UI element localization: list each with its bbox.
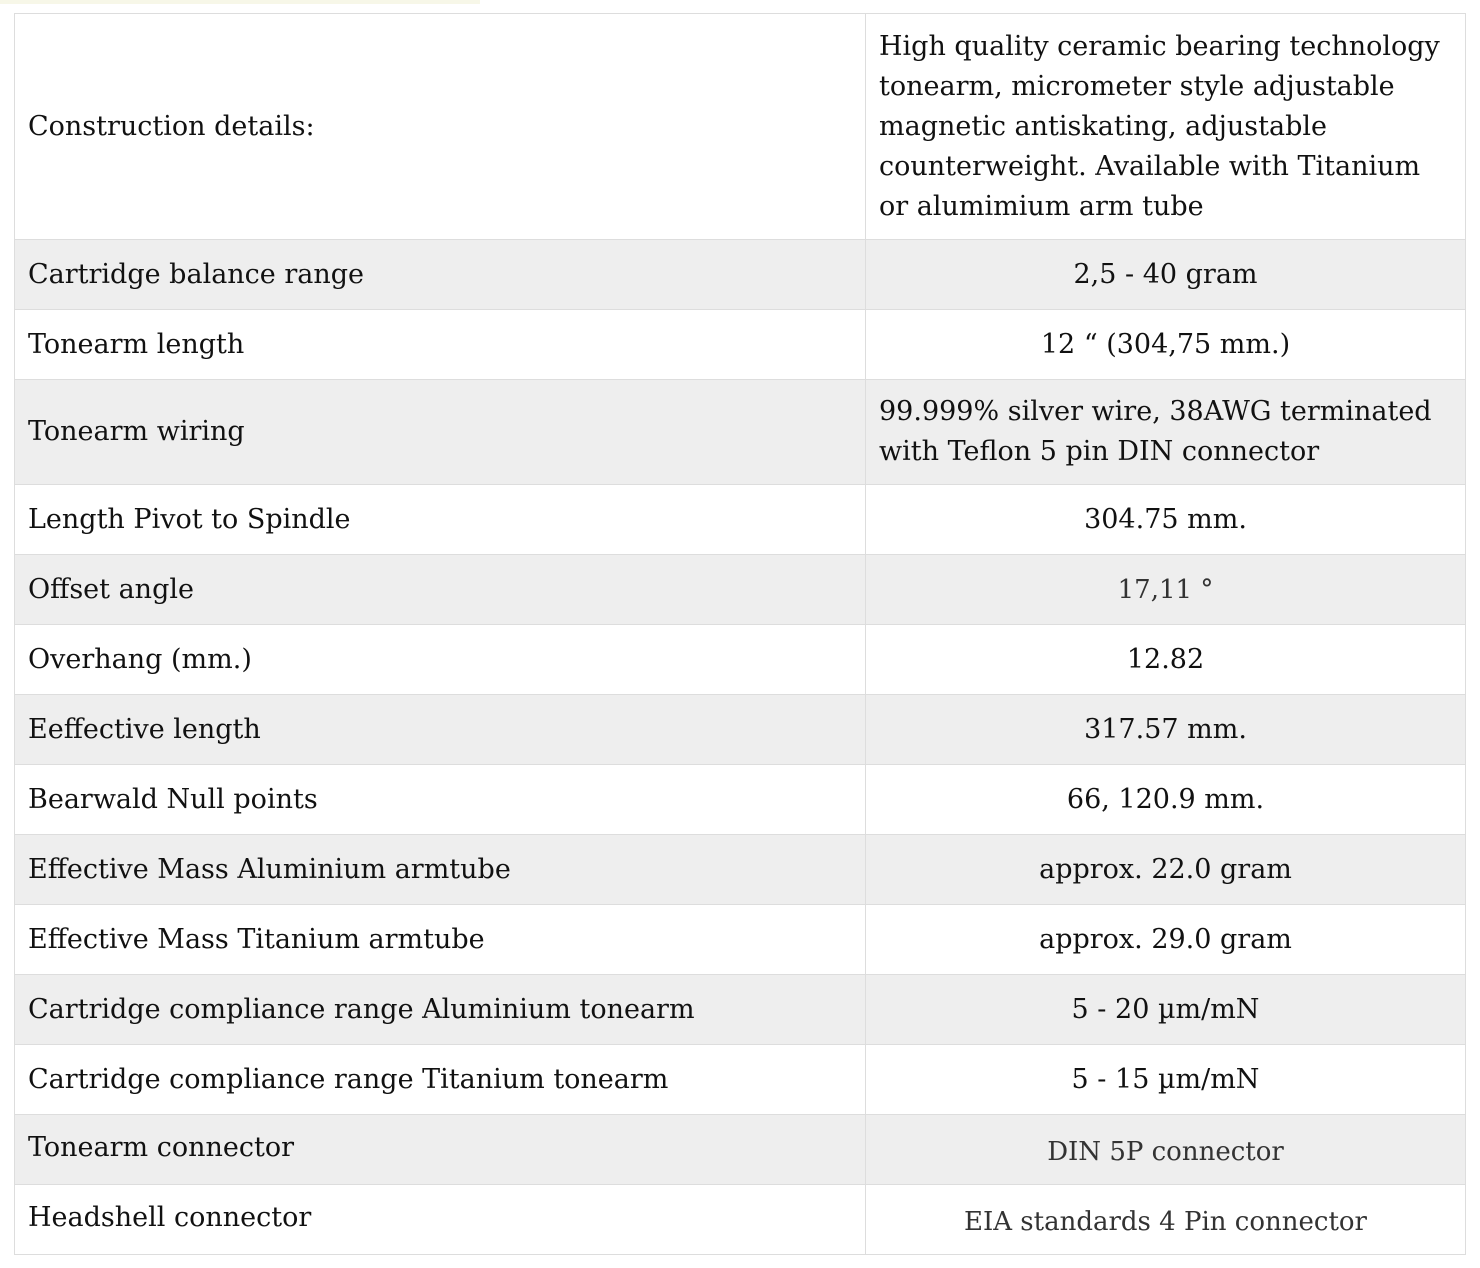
specifications-table: [14, 13, 1466, 1255]
table-row: [15, 485, 1466, 555]
spec-label: Tonearm connector: [15, 1115, 866, 1185]
spec-value: 5 - 15 µm/mN: [866, 1045, 1466, 1115]
table-row: [15, 240, 1466, 310]
spec-value: 2,5 - 40 gram: [866, 240, 1466, 310]
spec-label: Cartridge compliance range Aluminium tonearm: [15, 975, 866, 1045]
spec-label: Cartridge compliance range Titanium tonearm: [15, 1045, 866, 1115]
spec-value: approx. 22.0 gram: [866, 835, 1466, 905]
spec-label: Tonearm length: [15, 310, 866, 380]
spec-label: Headshell connector: [15, 1185, 866, 1255]
table-row: [15, 310, 1466, 380]
spec-value: 99.999% silver wire, 38AWG terminated with Teflon 5 pin DIN connector: [866, 380, 1466, 485]
spec-value: 5 - 20 µm/mN: [866, 975, 1466, 1045]
spec-value: 17,11 °: [866, 555, 1466, 625]
table-row: [15, 975, 1466, 1045]
spec-value: approx. 29.0 gram: [866, 905, 1466, 975]
spec-label: Length Pivot to Spindle: [15, 485, 866, 555]
spec-label: Effective Mass Aluminium armtube: [15, 835, 866, 905]
table-row: [15, 765, 1466, 835]
spec-label: Effective Mass Titanium armtube: [15, 905, 866, 975]
spec-label: Tonearm wiring: [15, 380, 866, 485]
table-row: [15, 380, 1466, 485]
table-row: [15, 905, 1466, 975]
table-row: [15, 835, 1466, 905]
spec-value: 12.82: [866, 625, 1466, 695]
table-row: [15, 1045, 1466, 1115]
spec-value: DIN 5P connector: [866, 1115, 1466, 1185]
table-row: [15, 1185, 1466, 1255]
spec-label: Offset angle: [15, 555, 866, 625]
table-row: [15, 555, 1466, 625]
spec-value: 66, 120.9 mm.: [866, 765, 1466, 835]
spec-value: High quality ceramic bearing technology tonearm, micrometer style adjustable magnetic antiskating, adjustable counterweight. Available with Titanium or alumimium arm tube: [866, 14, 1466, 240]
spec-value: EIA standards 4 Pin connector: [866, 1185, 1466, 1255]
spec-label: Construction details:: [15, 14, 866, 240]
spec-label: Cartridge balance range: [15, 240, 866, 310]
table-row: [15, 695, 1466, 765]
spec-value: 304.75 mm.: [866, 485, 1466, 555]
spec-label: Eeffective length: [15, 695, 866, 765]
spec-value: 317.57 mm.: [866, 695, 1466, 765]
spec-label: Overhang (mm.): [15, 625, 866, 695]
spec-value: 12 “ (304,75 mm.): [866, 310, 1466, 380]
spec-label: Bearwald Null points: [15, 765, 866, 835]
table-row: [15, 625, 1466, 695]
top-accent-strip: [0, 0, 480, 4]
table-row: [15, 14, 1466, 240]
table-row: [15, 1115, 1466, 1185]
